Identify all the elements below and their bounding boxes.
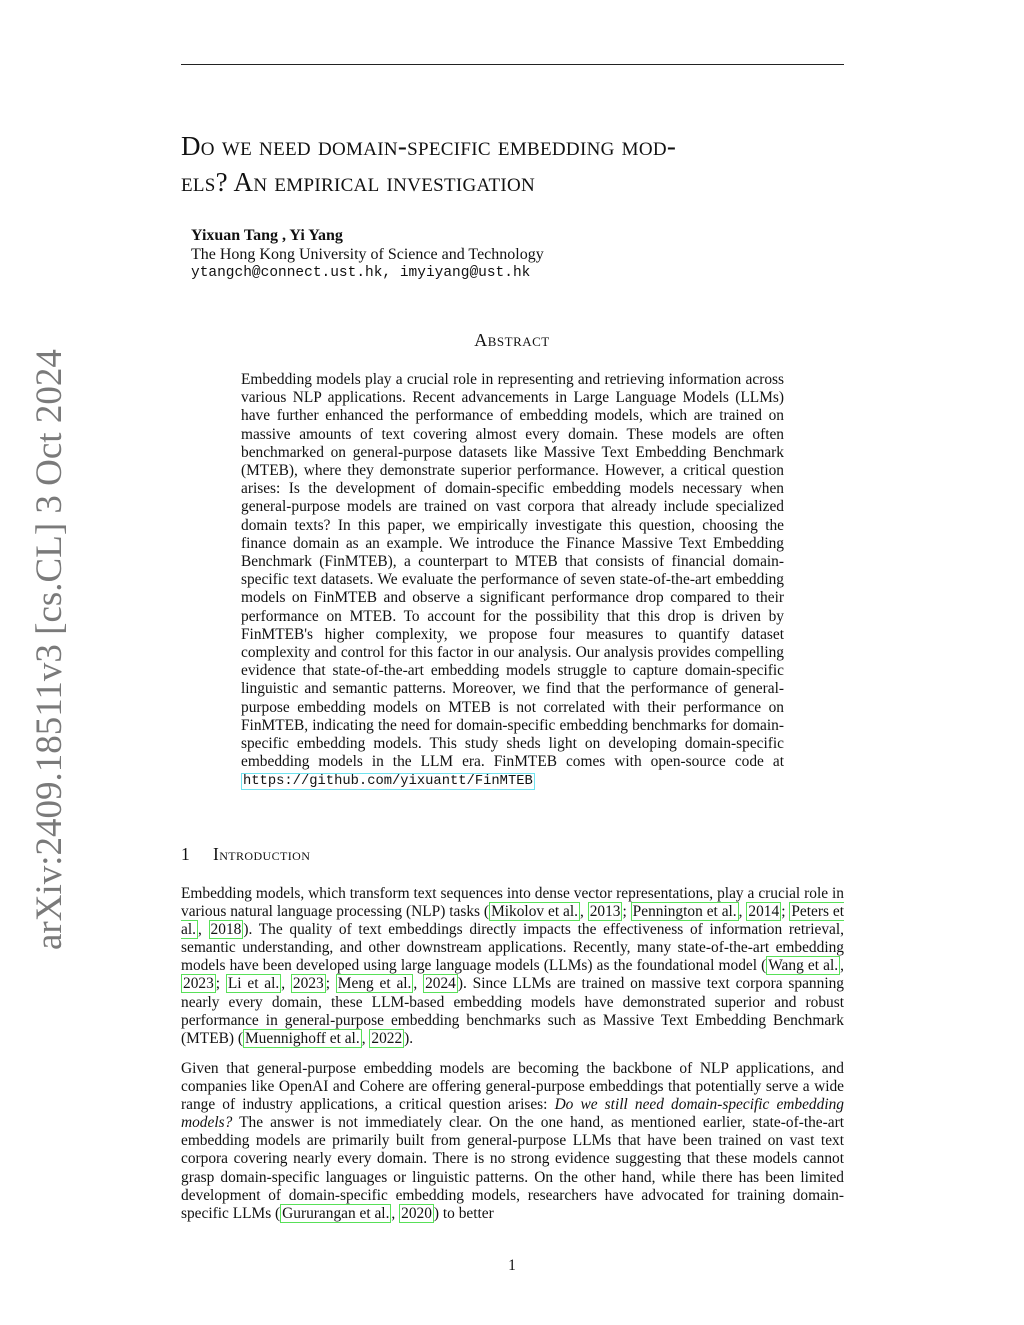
citation-link[interactable]: Pennington et al. [632, 903, 737, 921]
paper-title [181, 128, 844, 200]
section-title: Introduction [213, 844, 311, 864]
intro-paragraph-1: Embedding models, which transform text sequences into dense vector representations, play a crucial role in various natural language processing (NLP) tasks ( Mikolov et al. , 2013 ; Pennington et al. , 2014 ; Peters et al. , 2018 ). The quality of text embeddings directly impacts the effectiveness of information retrieval, semantic understanding, and other downstream applications. Recently, many state-of-the-art embedding models have been developed using large language models (LLMs) as the foundational model ( Wang et al. , 2023 ; Li et al. , 2023 ; Meng et al. , 2024 ). Since LLMs are trained on massive text corpora spanning nearly every domain, these LLM-based embedding models have demonstrated superior and robust performance in general-purpose embedding benchmarks such as Massive Text Embedding Benchmark (MTEB) ( Muennighoff et al. , 2022 ). [181, 885, 844, 1047]
author-block [191, 226, 791, 283]
title-line-2: els? An empirical investigation [181, 167, 536, 197]
citation-link[interactable]: Muennighoff et al. [244, 1029, 360, 1047]
abstract-body: Embedding models play a crucial role in representing and retrieving information across various NLP applications. Recent advancements in Large Language Models (LLMs) have further enhanced the performance of embedding models, which are trained on massive amounts of text covering almost every domain. These models are often benchmarked on general-purpose datasets like Massive Text Embedding Benchmark (MTEB), where they demonstrate superior performance. However, a critical question arises: Is the development of domain-specific embedding models necessary when general-purpose models are trained on vast corpora that already include specialized domain texts? In this paper, we empirically investigate this question, choosing the finance domain as an example. We introduce the Finance Massive Text Embedding Benchmark (FinMTEB), a counterpart to MTEB that consists of financial domain-specific text datasets. We evaluate the performance of seven state-of-the-art embedding models on FinMTEB and observe a significant performance drop compared to their performance on MTEB. To account for the possibility that this drop is driven by FinMTEB's higher complexity, we propose four measures to quantify dataset complexity and control for this factor in our analysis. Our analysis provides compelling evidence that state-of-the-art embedding models struggle to capture domain-specific linguistic and semantic patterns. Moreover, we find that the performance of general-purpose embedding models on MTEB is not correlated with their performance on FinMTEB, indicating the need for domain-specific embedding benchmarks for domain-specific embedding models. This study sheds light on developing domain-specific embedding models in the LLM era. FinMTEB comes with open-source code at [241, 371, 784, 771]
text-run: ) to better [433, 1204, 494, 1222]
github-link[interactable]: https://github.com/yixuantt/FinMTEB [243, 774, 533, 790]
title-line-1: Do we need domain-specific embedding mod- [181, 131, 677, 161]
header-rule [181, 64, 844, 65]
section-heading [181, 844, 310, 865]
citation-link[interactable]: 2018 [210, 921, 242, 939]
citation-link[interactable]: Peters et al. [181, 903, 844, 939]
citation-link[interactable]: 2022 [371, 1029, 403, 1047]
citation-link[interactable]: Gururangan et al. [282, 1204, 390, 1222]
citation-link[interactable]: 2020 [401, 1204, 432, 1222]
text-run: Given that general-purpose embedding models are becoming the backbone of NLP applications, and companies like OpenAI and Cohere are offering general-purpose embeddings that potentially serve a wide range of industry applications, a critical question arises: [181, 1060, 844, 1114]
citation-link[interactable]: 2014 [748, 903, 780, 921]
author-names: Yixuan Tang , Yi Yang [191, 227, 343, 244]
text-run: ). Since LLMs are trained on massive text corpora spanning nearly every domain, these LLM-based embedding models have demonstrated superior and robust performance in general-purpose embedding benchmarks such as Massive Text Embedding Benchmark (MTEB) ( [181, 975, 844, 1047]
page-number: 1 [508, 1257, 516, 1274]
citation-link[interactable]: 2023 [292, 975, 324, 993]
citation-link[interactable]: Meng et al. [337, 975, 412, 993]
abstract-heading: Abstract [474, 330, 550, 350]
research-question: Do we still need domain-specific embedding models? [181, 1096, 844, 1132]
citation-link[interactable]: 2024 [425, 975, 456, 993]
intro-paragraph-2: Given that general-purpose embedding models are becoming the backbone of NLP applications, and companies like OpenAI and Cohere are offering general-purpose embeddings that potentially serve a wide range of industry applications, a critical question arises: Do we still need domain-specific embedding models? The answer is not immediately clear. On the one hand, as mentioned earlier, state-of-the-art embedding models are primarily built from general-purpose LLMs that have been trained on vast text corpora covering nearly every domain. There is no strong evidence suggesting that these models cannot grasp domain-specific languages or linguistic patterns. On the other hand, while there has been limited development of domain-specific embedding models, researchers have advocated for training domain-specific LLMs ( Gururangan et al. , 2020 ) to better [181, 1060, 844, 1222]
text-run: Embedding models, which transform text sequences into dense vector representations, play a crucial role in various natural language processing (NLP) tasks ( [181, 885, 844, 921]
citation-link[interactable]: Wang et al. [768, 957, 839, 975]
text-run: ). The quality of text embeddings directly impacts the effectiveness of information retrieval, semantic understanding, and other downstream applications. Recently, many state-of-the-art embedding models have been developed using large language models (LLMs) as the foundational model ( [181, 921, 844, 975]
arxiv-identifier: arXiv:2409.18511v3 [cs.CL] 3 Oct 2024 [29, 349, 70, 950]
section-number: 1 [181, 844, 191, 864]
citation-link[interactable]: 2023 [183, 975, 214, 993]
text-run: The answer is not immediately clear. On the one hand, as mentioned earlier, state-of-the-art embedding models are primarily built from general-purpose LLMs that have been trained on vast text corpora covering nearly every domain. There is no strong evidence suggesting that these models cannot grasp domain-specific languages or linguistic patterns. On the other hand, while there has been limited development of domain-specific embedding models, researchers have advocated for training domain-specific LLMs ( [181, 1114, 844, 1222]
citation-link[interactable]: 2013 [589, 903, 621, 921]
author-affiliation: The Hong Kong University of Science and Technology [191, 246, 544, 263]
text-run: ). [404, 1029, 414, 1047]
abstract-text [241, 371, 784, 792]
citation-link[interactable]: Li et al. [227, 975, 280, 993]
citation-link[interactable]: Mikolov et al. [491, 903, 578, 921]
author-emails: ytangch@connect.ust.hk, imyiyang@ust.hk [191, 265, 531, 281]
